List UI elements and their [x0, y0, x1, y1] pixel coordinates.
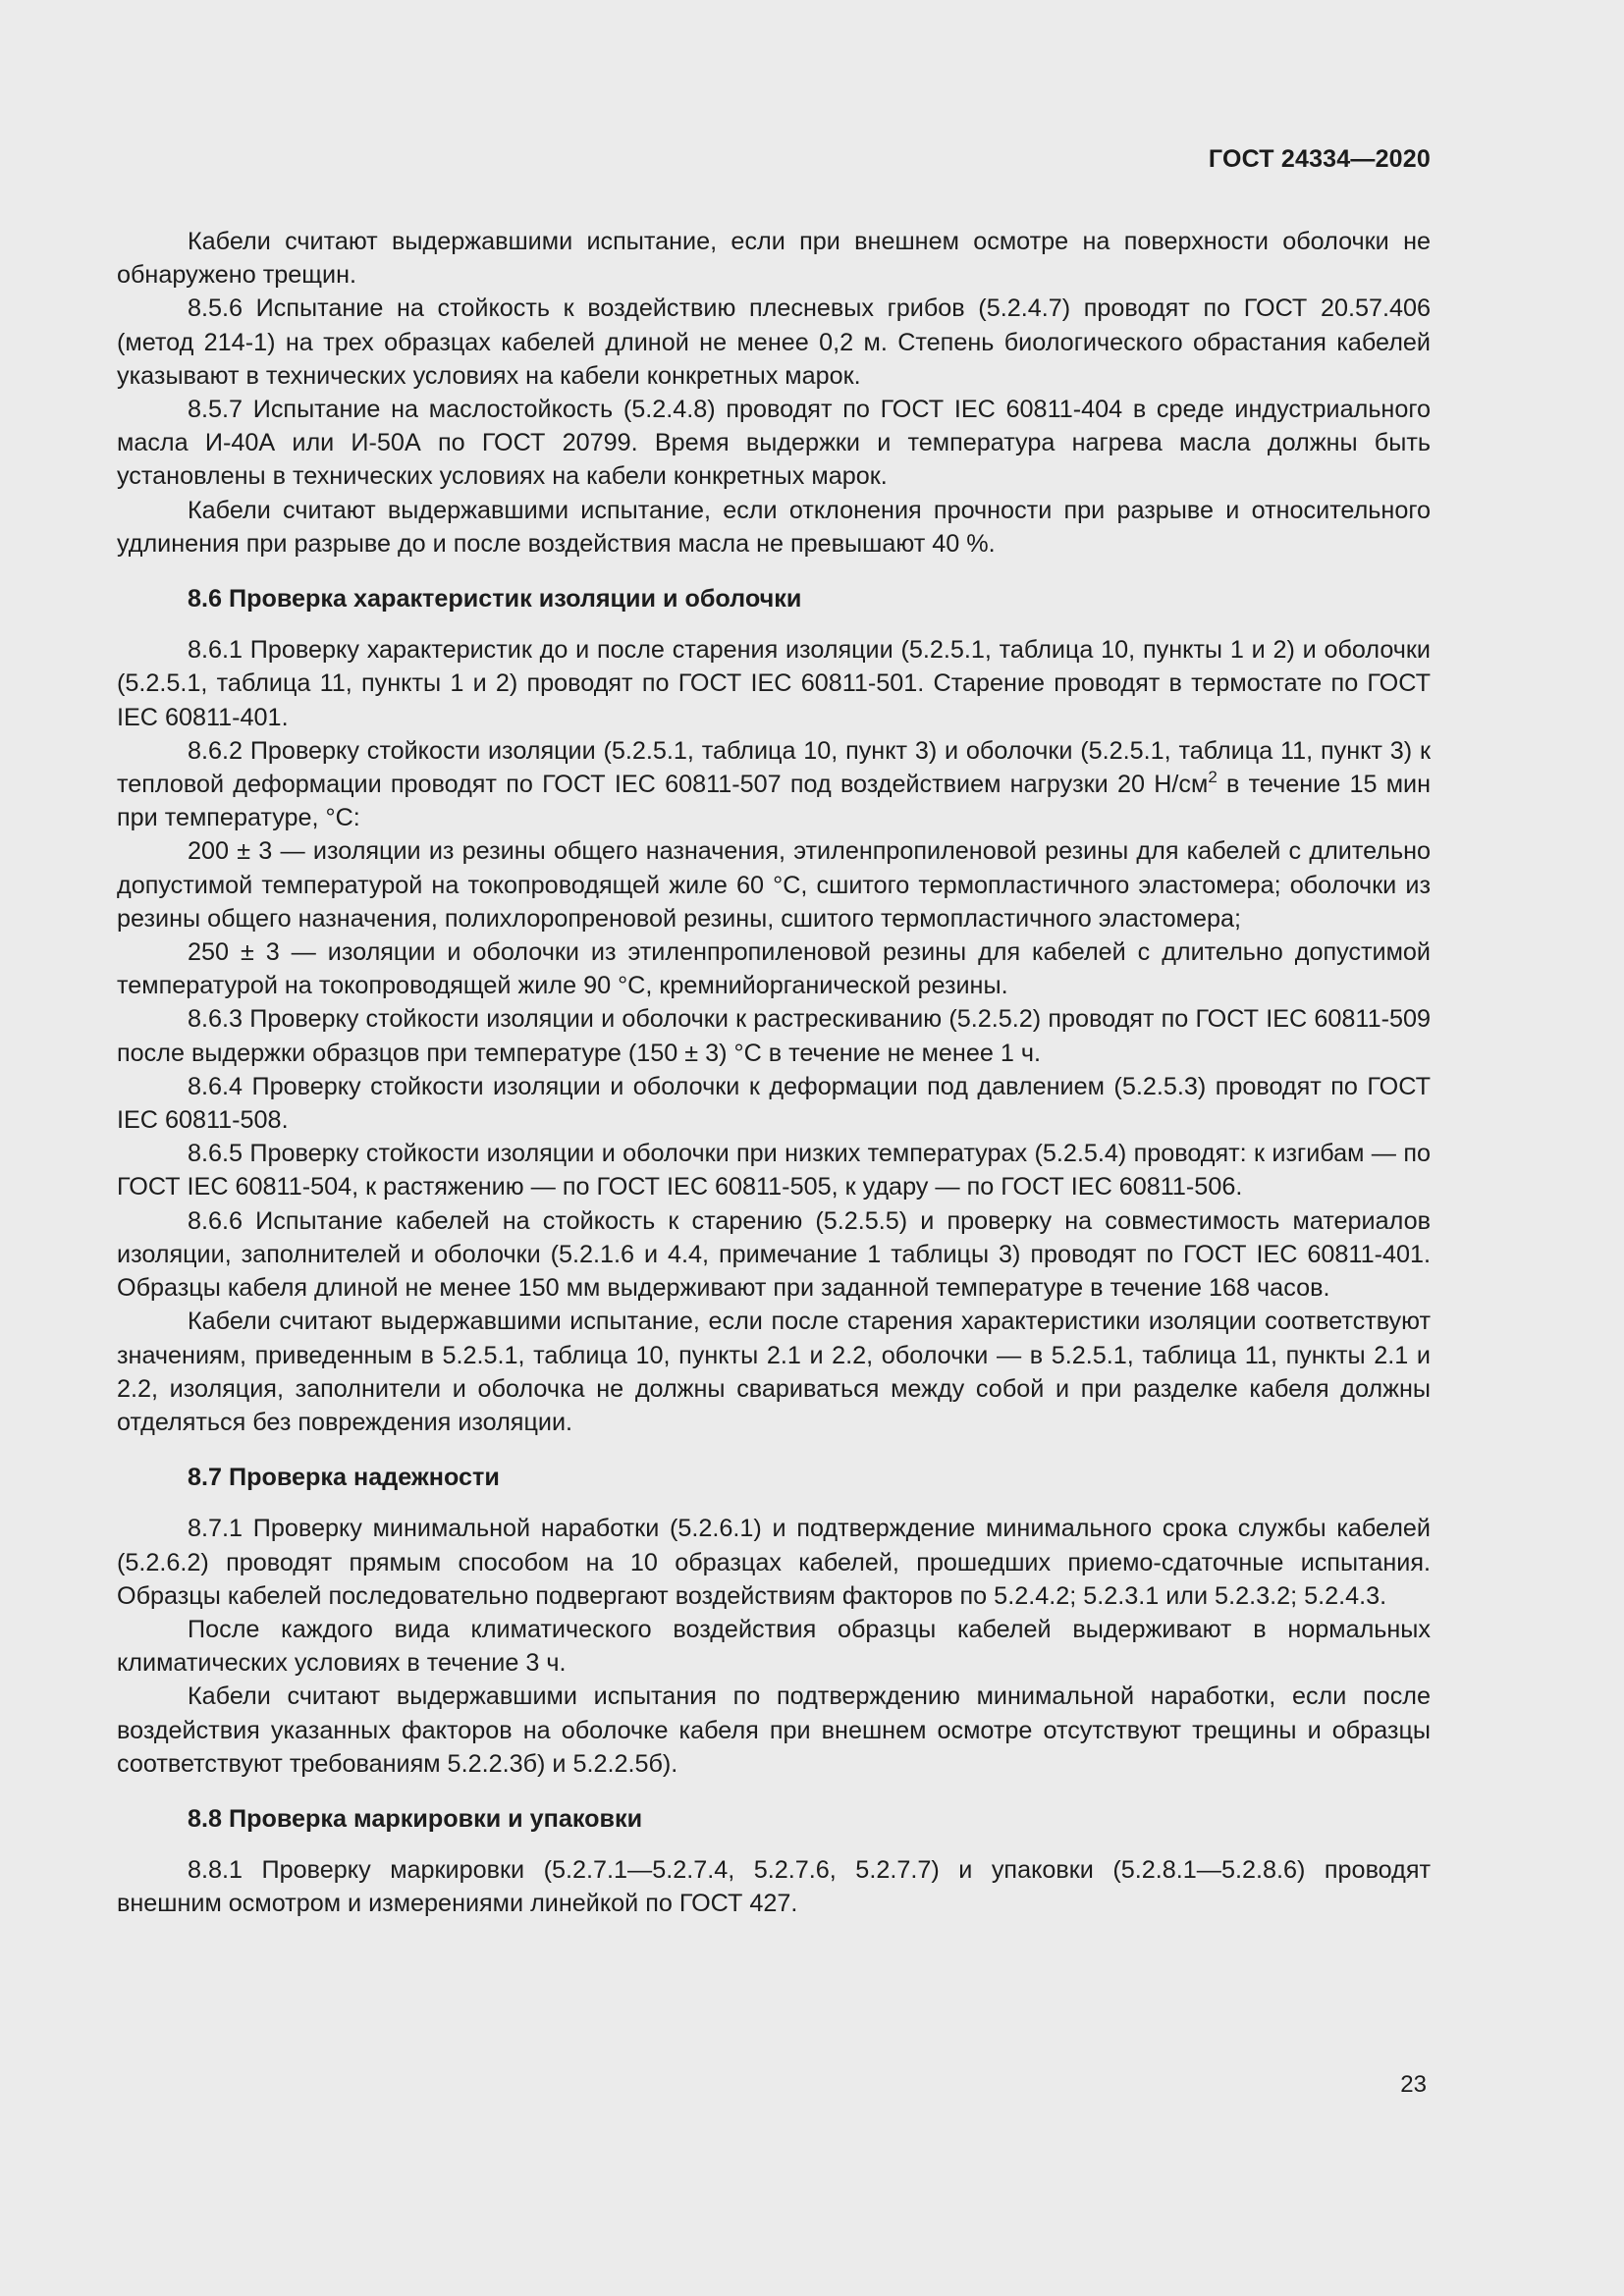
paragraph-8-6-2-tail: в течение 15 мин при температуре, °С: — [117, 771, 1432, 832]
paragraph-aging-criteria: Кабели считают выдержавшими испытание, если после старения характеристики изоляции соответствуют значениям, приведенным в 5.2.5.1, таблица 10, пункты 2.1 и 2.2, оболочки — в 5.2.5.1, таблица 11, пункты 2.1 и 2.2, изоляция, заполнители и оболочка не должны свариваться между собой и при разделке кабеля должны отделяться без повреждения изоляции. — [117, 1308, 1431, 1436]
paragraph-reliability-criteria: Кабели считают выдержавшими испытания по подтверждению минимальной наработки, если после воздействия указанных факторов на оболочке кабеля при внешнем осмотре отсутствуют трещины и образцы соответствуют требованиям 5.2.2.3б) и 5.2.2.5б). — [117, 1682, 1431, 1778]
paragraph-8-7-1: 8.7.1 Проверку минимальной наработки (5.2.6.1) и подтверждение минимального срока службы кабелей (5.2.6.2) проводят прямым способом на 10 образцах кабелей, прошедших приемо-сдаточные испытания. Образцы кабелей последовательно подвергают воздействиям факторов по 5.2.4.2; 5.2.3.1 или 5.2.3.2; 5.2.4.3. — [117, 1515, 1431, 1610]
paragraph-8-6-2-text: 8.6.2 Проверку стойкости изоляции (5.2.5.1, таблица 10, пункт 3) и оболочки (5.2.5.1, таблица 11, пункт 3) к тепловой деформации проводят по ГОСТ IEC 60811-507 под воздействием нагрузки 20 Н/см — [117, 736, 1431, 799]
document-standard-id: ГОСТ 24334—2020 — [1208, 145, 1431, 173]
section-heading-8-7: 8.7 Проверка надежности — [188, 1464, 500, 1492]
paragraph-8-5-7: 8.5.7 Испытание на маслостойкость (5.2.4.8) проводят по ГОСТ IEC 60811-404 в среде индустриального масла И-40А или И-50А по ГОСТ 20799. Время выдержки и температура нагрева масла должны быть установлены в технических условиях на кабели конкретных марок. — [117, 396, 1431, 491]
paragraph-8-6-2 — [117, 734, 1431, 835]
paragraph-8-6-3: 8.6.3 Проверку стойкости изоляции и оболочки к растрескиванию (5.2.5.2) проводят по ГОСТ IEC 60811-509 после выдержки образцов при температуре (150 ± 3) °С в течение не менее 1 ч. — [117, 1005, 1431, 1067]
page-number: 23 — [1400, 2071, 1427, 2098]
paragraph-8-5-6: 8.5.6 Испытание на стойкость к воздействию плесневых грибов (5.2.4.7) проводят по ГОСТ 20.57.406 (метод 214-1) на трех образцах кабелей длиной не менее 0,2 м. Степень биологического обрастания кабелей указывают в технических условиях на кабели конкретных марок. — [117, 294, 1431, 390]
paragraph-8-6-1: 8.6.1 Проверку характеристик до и после старения изоляции (5.2.5.1, таблица 10, пункты 1 и 2) и оболочки (5.2.5.1, таблица 11, пункты 1 и 2) проводят по ГОСТ IEC 60811-501. Старение проводят в термостате по ГОСТ IEC 60811-401. — [117, 636, 1431, 731]
paragraph-8-6-4: 8.6.4 Проверку стойкости изоляции и оболочки к деформации под давлением (5.2.5.3) проводят по ГОСТ IEC 60811-508. — [117, 1072, 1431, 1135]
paragraph-temp-250: 250 ± 3 — изоляции и оболочки из этиленпропиленовой резины для кабелей с длительно допустимой температурой на токопроводящей жиле 90 °С, кремнийорганической резины. — [117, 938, 1431, 1000]
paragraph-oil-criteria: Кабели считают выдержавшими испытание, если отклонения прочности при разрыве и относительного удлинения при разрыве до и после воздействия масла не превышают 40 %. — [117, 496, 1431, 558]
paragraph-temp-200: 200 ± 3 — изоляции из резины общего назначения, этиленпропиленовой резины для кабелей с длительно допустимой температурой на токопроводящей жиле 60 °С, сшитого термопластичного эластомера; оболочки из резины общего назначения, полихлоропреновой резины, сшитого термопластичного эластомера; — [117, 837, 1431, 933]
paragraph-8-8-1: 8.8.1 Проверку маркировки (5.2.7.1—5.2.7.4, 5.2.7.6, 5.2.7.7) и упаковки (5.2.8.1—5.2.8.6) проводят внешним осмотром и измерениями линейкой по ГОСТ 427. — [117, 1856, 1431, 1918]
paragraph-8-6-5: 8.6.5 Проверку стойкости изоляции и оболочки при низких температурах (5.2.5.4) проводят: к изгибам — по ГОСТ IEC 60811-504, к растяжению — по ГОСТ IEC 60811-505, к удару — по ГОСТ IEC 60811-506. — [117, 1140, 1431, 1201]
section-heading-8-6: 8.6 Проверка характеристик изоляции и оболочки — [188, 585, 802, 614]
section-heading-8-8: 8.8 Проверка маркировки и упаковки — [188, 1804, 643, 1833]
document-body — [117, 225, 1431, 1921]
paragraph-cables-no-cracks: Кабели считают выдержавшими испытание, если при внешнем осмотре на поверхности оболочки не обнаружено трещин. — [117, 228, 1431, 290]
superscript-exponent: 2 — [1208, 768, 1218, 787]
paragraph-8-6-6: 8.6.6 Испытание кабелей на стойкость к старению (5.2.5.5) и проверку на совместимость материалов изоляции, заполнителей и оболочки (5.2.1.6 и 4.4, примечание 1 таблицы 3) проводят по ГОСТ IEC 60811-401. Образцы кабеля длиной не менее 150 мм выдерживают при заданной температуре в течение 168 часов. — [117, 1206, 1431, 1303]
paragraph-climatic-conditions: После каждого вида климатического воздействия образцы кабелей выдерживают в нормальных климатических условиях в течение 3 ч. — [117, 1615, 1431, 1678]
